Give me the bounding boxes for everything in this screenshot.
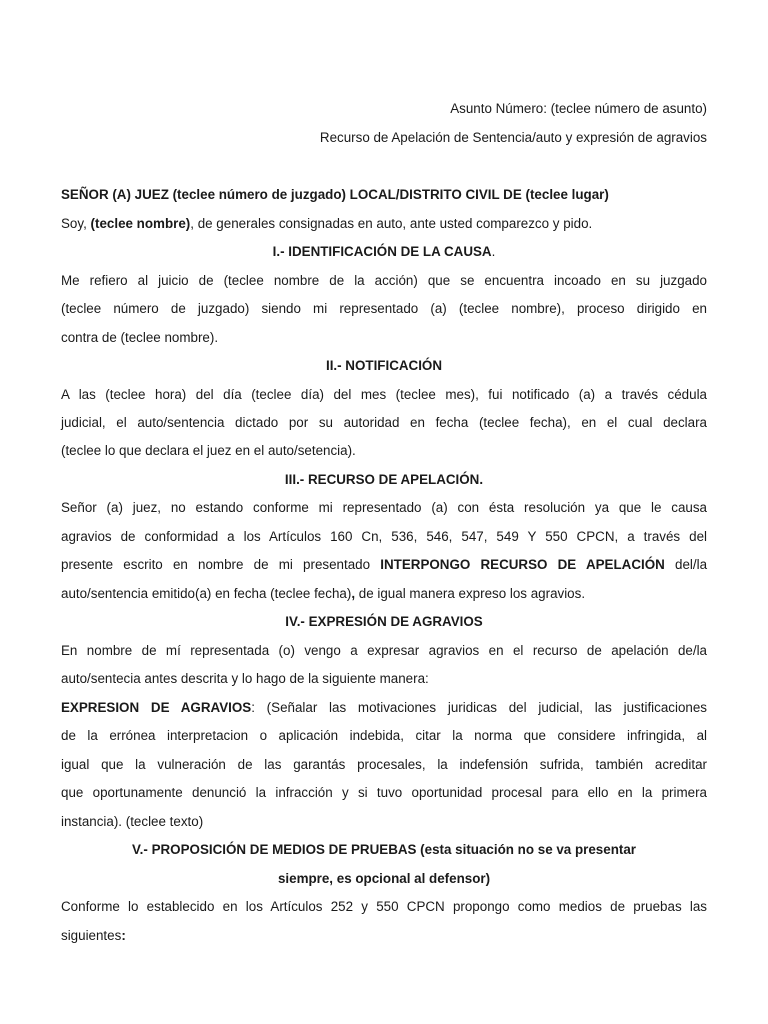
p6-line-2-b: : — [121, 928, 126, 943]
p3-line-4-b: , — [351, 586, 356, 601]
p3-line-4 — [61, 584, 707, 604]
section-1-title-suffix: . — [491, 244, 496, 259]
p5-line-3: igual que la vulneración de las garantás procesales, la indefensión sufrida, también acreditar — [61, 757, 707, 772]
p5-line-1 — [61, 698, 707, 718]
p1-line-1: Me refiero al juicio de (teclee nombre de la acción) que se encuentra incoado en su juzgado — [61, 273, 707, 288]
intro-suffix: , de generales consignadas en auto, ante usted comparezco y pido. — [190, 216, 593, 231]
p5-line-4: que oportunamente denunció la infracción y si tuvo oportunidad procesal para ello en la primera — [61, 785, 707, 800]
p3-line-3-c: del/la — [664, 557, 708, 572]
p3-line-1: Señor (a) juez, no estando conforme mi representado (a) con ésta resolución ya que le causa — [61, 500, 707, 515]
section-4-title: IV.- EXPRESIÓN DE AGRAVIOS — [285, 614, 483, 629]
section-1-title-text: I.- IDENTIFICACIÓN DE LA CAUSA — [272, 244, 492, 259]
asunto-number: Asunto Número: (teclee número de asunto) — [450, 101, 707, 116]
p1-line-2: (teclee número de juzgado) siendo mi representado (a) (teclee nombre), proceso dirigido en — [61, 301, 707, 316]
p3-line-4-a: auto/sentencia emitido(a) en fecha (teclee fecha) — [61, 586, 352, 601]
p2-line-2: judicial, el auto/sentencia dictado por su autoridad en fecha (teclee fecha), en el cual declara — [61, 415, 707, 430]
intro-name: (teclee nombre) — [90, 216, 191, 231]
expresion-agravios-label: EXPRESION DE AGRAVIOS — [61, 700, 252, 715]
section-1-title — [61, 242, 707, 262]
section-3-title: III.- RECURSO DE APELACIÓN. — [284, 472, 484, 487]
section-2-title: II.- NOTIFICACIÓN — [325, 358, 443, 373]
p4-line-1: En nombre de mí representada (o) vengo a expresar agravios en el recurso de apelación de/la — [61, 643, 707, 658]
p3-line-2: agravios de conformidad a los Artículos 160 Cn, 536, 546, 547, 549 Y 550 CPCN, a través del — [61, 529, 707, 544]
interpongo-recurso: INTERPONGO RECURSO DE APELACIÓN — [380, 557, 665, 572]
p1-line-3: contra de (teclee nombre). — [61, 330, 219, 345]
intro-prefix: Soy, — [61, 216, 91, 231]
p3-line-3-a: presente escrito en nombre de mi presentado — [61, 557, 381, 572]
p5-line-1-b: : (Señalar las motivaciones juridicas del judicial, las justificaciones — [251, 700, 707, 715]
p4-line-2: auto/sentecia antes descrita y lo hago de la siguiente manera: — [61, 671, 429, 686]
p6-line-2 — [61, 926, 707, 946]
p6-line-1: Conforme lo establecido en los Artículos 252 y 550 CPCN propongo como medios de pruebas las — [61, 899, 707, 914]
p2-line-3: (teclee lo que declara el juez en el auto/setencia). — [61, 443, 356, 458]
recurso-subject: Recurso de Apelación de Sentencia/auto y expresión de agravios — [319, 130, 707, 145]
section-5-title-line-1: V.- PROPOSICIÓN DE MEDIOS DE PRUEBAS (esta situación no se va presentar — [131, 842, 637, 857]
p2-line-1: A las (teclee hora) del día (teclee día) del mes (teclee mes), fui notificado (a) a través cédula — [61, 387, 707, 402]
p5-line-5: instancia). (teclee texto) — [61, 814, 204, 829]
intro-line — [61, 214, 707, 234]
p3-line-3 — [61, 555, 707, 575]
p6-line-2-a: siguientes — [61, 928, 122, 943]
p5-line-2: de la errónea interpretacion o aplicación indebida, citar la norma que considere infringida, al — [61, 728, 707, 743]
p3-line-4-c: de igual manera expreso los agravios. — [355, 586, 586, 601]
section-5-title-line-2: siempre, es opcional al defensor) — [277, 871, 491, 886]
salutation: SEÑOR (A) JUEZ (teclee número de juzgado) LOCAL/DISTRITO CIVIL DE (teclee lugar) — [61, 187, 609, 202]
